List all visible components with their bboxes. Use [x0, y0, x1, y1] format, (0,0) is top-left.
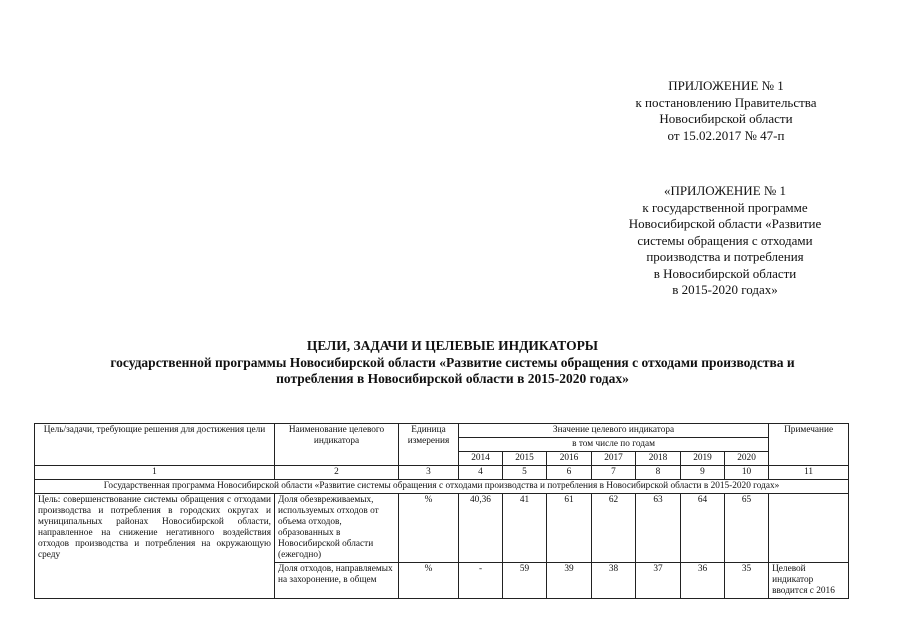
value-cell: 37 [636, 563, 681, 599]
header-including-years: в том числе по годам [459, 438, 769, 452]
program-appendix-line: в Новосибирской области [653, 265, 797, 281]
header-year: 2017 [592, 452, 636, 466]
value-cell: 63 [636, 494, 681, 563]
value-cell: 40,36 [459, 494, 503, 563]
header-year: 2020 [725, 452, 769, 466]
value-cell: 36 [681, 563, 725, 599]
indicator-name: Доля обезвреживаемых, используемых отходов от объема отходов, образованных в Новосибирской области (ежегодно) [275, 494, 399, 563]
appendix-header [606, 78, 846, 144]
header-year: 2015 [503, 452, 547, 466]
program-row [35, 480, 849, 494]
program-appendix-header [600, 183, 850, 299]
header-year: 2014 [459, 452, 503, 466]
program-appendix-line: Новосибирской области «Развитие [628, 216, 822, 231]
indicator-name: Доля отходов, направляемых на захоронение, в общем [275, 563, 399, 599]
value-cell: 62 [592, 494, 636, 563]
note-cell: Целевой индикатор вводится с 2016 [769, 563, 849, 599]
appendix-header-line: ПРИЛОЖЕНИЕ № 1 [668, 78, 784, 93]
column-number: 4 [459, 466, 503, 480]
header-year: 2016 [547, 452, 592, 466]
column-number: 2 [275, 466, 399, 480]
header-value: Значение целевого индикатора [459, 424, 769, 438]
indicators-table [34, 423, 849, 599]
column-number: 5 [503, 466, 547, 480]
appendix-header-line: Новосибирской области [659, 111, 793, 126]
column-number: 8 [636, 466, 681, 480]
program-appendix-line: к государственной программе [642, 199, 808, 215]
appendix-header-line: от 15.02.2017 № 47-п [667, 127, 785, 143]
header-unit: Единица измерения [399, 424, 459, 466]
column-number-row [35, 466, 849, 480]
value-cell: 59 [503, 563, 547, 599]
value-cell: 41 [503, 494, 547, 563]
value-cell: 38 [592, 563, 636, 599]
value-cell: 64 [681, 494, 725, 563]
value-cell: 61 [547, 494, 592, 563]
header-note: Примечание [769, 424, 849, 466]
column-number: 7 [592, 466, 636, 480]
title-sub-line: потребления в Новосибирской области в 2015-2020 годах» [276, 371, 629, 386]
column-number: 10 [725, 466, 769, 480]
value-cell: - [459, 563, 503, 599]
document-title [0, 338, 905, 388]
header-year: 2018 [636, 452, 681, 466]
value-cell: 35 [725, 563, 769, 599]
appendix-header-line: к постановлению Правительства [635, 94, 817, 110]
program-row-text: Государственная программа Новосибирской области «Развитие системы обращения с отходами производства и потребления в Новосибирской области в 2015-2020 годах» [35, 480, 849, 494]
program-appendix-line: в 2015-2020 годах» [672, 282, 778, 297]
program-appendix-line: системы обращения с отходами [637, 232, 813, 248]
header-indicator: Наименование целевого индикатора [275, 424, 399, 466]
column-number: 3 [399, 466, 459, 480]
column-number: 1 [35, 466, 275, 480]
header-year: 2019 [681, 452, 725, 466]
note-cell [769, 494, 849, 563]
unit-cell: % [399, 563, 459, 599]
goal-text: Цель: совершенствование системы обращения с отходами производства и потребления в городских округах и муниципальных районах Новосибирской области, направленное на снижение негативного воздействия отходов производства и потребления на окружающую среду [35, 494, 275, 599]
title-main: ЦЕЛИ, ЗАДАЧИ И ЦЕЛЕВЫЕ ИНДИКАТОРЫ [306, 338, 599, 353]
column-number: 9 [681, 466, 725, 480]
value-cell: 65 [725, 494, 769, 563]
program-appendix-line: производства и потребления [646, 249, 804, 264]
column-number: 11 [769, 466, 849, 480]
value-cell: 39 [547, 563, 592, 599]
unit-cell: % [399, 494, 459, 563]
column-number: 6 [547, 466, 592, 480]
program-appendix-line: «ПРИЛОЖЕНИЕ № 1 [663, 183, 787, 198]
table-row [35, 494, 849, 563]
title-sub-line: государственной программы Новосибирской области «Развитие системы обращения с отходами производства и [110, 354, 795, 370]
header-goal: Цель/задачи, требующие решения для достижения цели [35, 424, 275, 466]
